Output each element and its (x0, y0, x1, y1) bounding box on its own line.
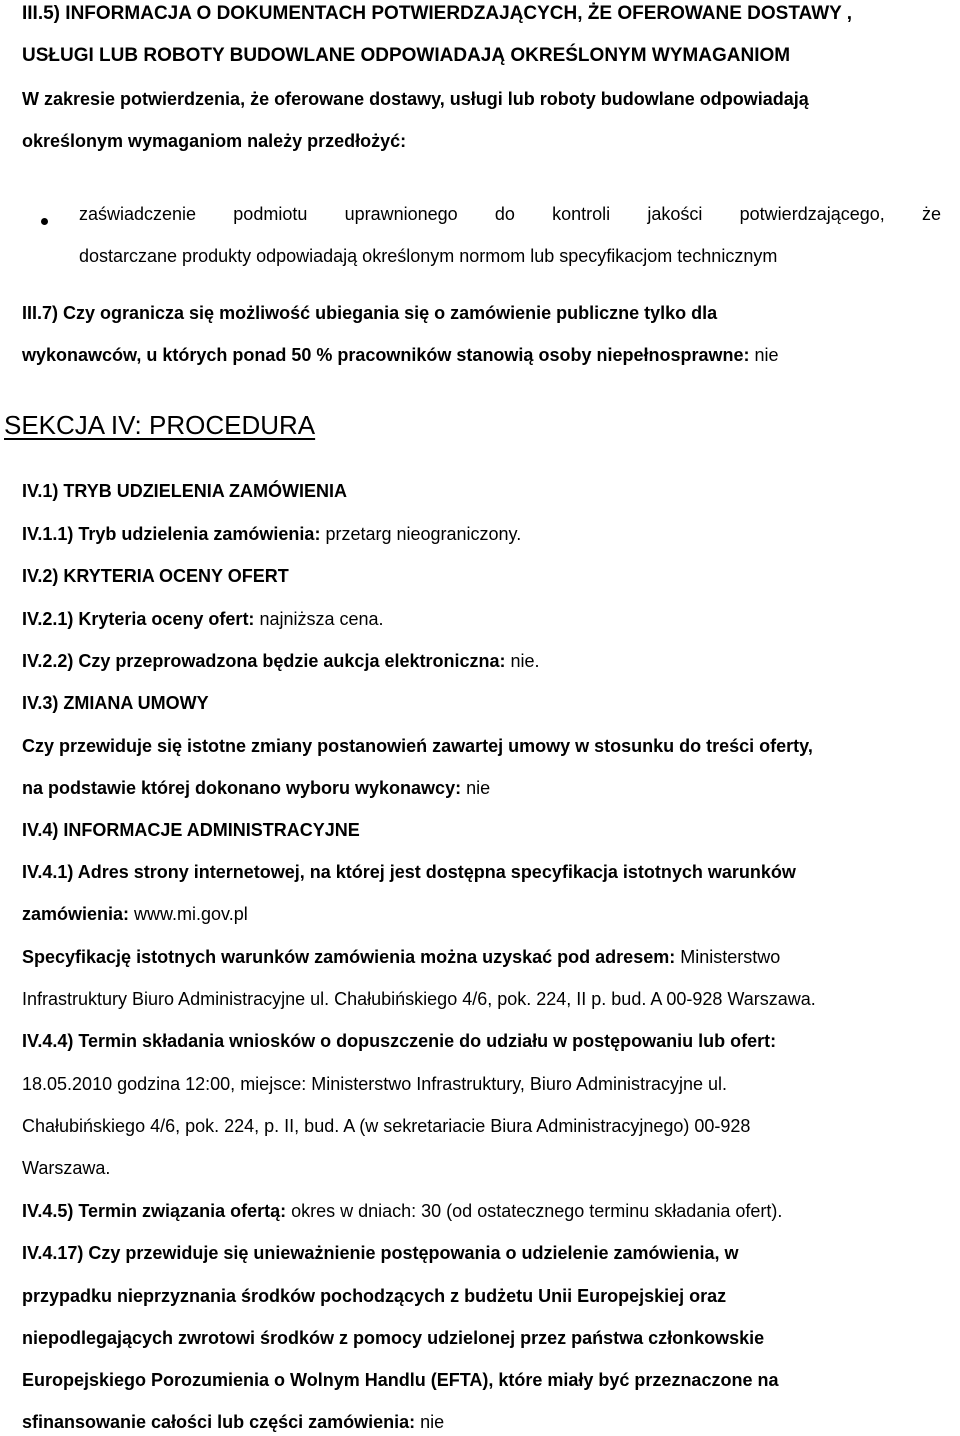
iii7-answer: nie (754, 345, 779, 365)
iv3-question-line1: Czy przewiduje się istotne zmiany postanowień zawartej umowy w stosunku do treści oferty, (22, 736, 813, 756)
iv2-1-row (22, 608, 384, 630)
iv4-17-line3: niepodlegających zwrotowi środków z pomocy udzielonej przez państwa członkowskie (22, 1328, 765, 1348)
iii7-question-line2 (22, 344, 779, 366)
iv2-1-label: IV.2.1) Kryteria oceny ofert: (22, 609, 260, 629)
iv3-answer: nie (466, 778, 491, 798)
bullet-item-line2: dostarczane produkty odpowiadają określonym normom lub specyfikacjom technicznym (79, 246, 778, 266)
iv2-2-label: IV.2.2) Czy przeprowadzona będzie aukcja elektroniczna: (22, 651, 511, 671)
iv1-1-label: IV.1.1) Tryb udzielenia zamówienia: (22, 524, 326, 544)
iv4-1-line1: IV.4.1) Adres strony internetowej, na której jest dostępna specyfikacja istotnych warunków (22, 862, 796, 882)
iv2-2-row (22, 650, 540, 672)
iv3-label: na podstawie której dokonano wyboru wykonawcy: (22, 778, 467, 798)
iii5-intro-line1: W zakresie potwierdzenia, że oferowane dostawy, usługi lub roboty budowlane odpowiadają (22, 89, 809, 109)
iv4-17-line2: przypadku nieprzyznania środków pochodzących z budżetu Unii Europejskiej oraz (22, 1286, 727, 1306)
spec-value-part1: Ministerstwo (680, 947, 781, 967)
iv1-heading: IV.1) TRYB UDZIELENIA ZAMÓWIENIA (22, 481, 348, 501)
iv4-5-row (22, 1200, 782, 1222)
iii7-label: wykonawców, u których ponad 50 % pracowników stanowią osoby niepełnosprawne: (22, 345, 755, 365)
iv4-17-line1: IV.4.17) Czy przewiduje się unieważnienie postępowania o udzielenie zamówienia, w (22, 1243, 739, 1263)
iv4-1-label: zamówienia: (22, 904, 135, 924)
heading-iii5-line1: III.5) INFORMACJA O DOKUMENTACH POTWIERDZAJĄCYCH, ŻE OFEROWANE DOSTAWY , (22, 3, 853, 24)
iv4-1-url: www.mi.gov.pl (134, 904, 248, 924)
iii5-intro-line2: określonym wymaganiom należy przedłożyć: (22, 131, 407, 151)
iv1-1-value: przetarg nieograniczony. (325, 524, 522, 544)
iv4-4-label: IV.4.4) Termin składania wniosków o dopuszczenie do udziału w postępowaniu lub ofert: (22, 1031, 777, 1051)
heading-iii5-line2: USŁUGI LUB ROBOTY BUDOWLANE ODPOWIADAJĄ OKREŚLONYM WYMAGANIOM (22, 45, 791, 66)
iv4-17-label: sfinansowanie całości lub części zamówienia: (22, 1412, 421, 1432)
iv2-heading: IV.2) KRYTERIA OCENY OFERT (22, 566, 289, 586)
iv4-4-value-line3: Warszawa. (22, 1158, 111, 1178)
iv4-17-line5 (22, 1411, 444, 1433)
iv4-17-line4: Europejskiego Porozumienia o Wolnym Handlu (EFTA), które miały być przeznaczone na (22, 1370, 779, 1390)
spec-line1 (22, 946, 780, 968)
iv4-4-value-line1: 18.05.2010 godzina 12:00, miejsce: Ministerstwo Infrastruktury, Biuro Administracyjne ul. (22, 1074, 728, 1094)
iii7-question-line1: III.7) Czy ogranicza się możliwość ubiegania się o zamówienie publiczne tylko dla (22, 303, 718, 323)
section-title: SEKCJA IV: PROCEDURA (4, 410, 316, 440)
iv4-1-line2 (22, 903, 248, 925)
iv3-heading: IV.3) ZMIANA UMOWY (22, 693, 209, 713)
spec-value-part2: Infrastruktury Biuro Administracyjne ul. Chałubińskiego 4/6, pok. 224, II p. bud. A 00-928 Warszawa. (22, 989, 816, 1009)
iv4-17-answer: nie (420, 1412, 445, 1432)
iv4-heading: IV.4) INFORMACJE ADMINISTRACYJNE (22, 820, 360, 840)
iv3-question-line2 (22, 777, 490, 799)
iv4-5-value: okres w dniach: 30 (od ostatecznego terminu składania ofert). (291, 1201, 783, 1221)
iv4-4-value-line2: Chałubińskiego 4/6, pok. 224, p. II, bud. A (w sekretariacie Biura Administracyjnego) 00-928 (22, 1116, 751, 1136)
bullet-icon (41, 218, 48, 225)
iv4-5-label: IV.4.5) Termin związania ofertą: (22, 1201, 292, 1221)
bullet-item-line1: zaświadczenie podmiotu uprawnionego do kontroli jakości potwierdzającego, że (79, 204, 941, 224)
iv2-1-value: najniższa cena. (259, 609, 384, 629)
iv2-2-value: nie. (510, 651, 540, 671)
iv1-1-row (22, 523, 521, 545)
spec-label: Specyfikację istotnych warunków zamówienia można uzyskać pod adresem: (22, 947, 681, 967)
